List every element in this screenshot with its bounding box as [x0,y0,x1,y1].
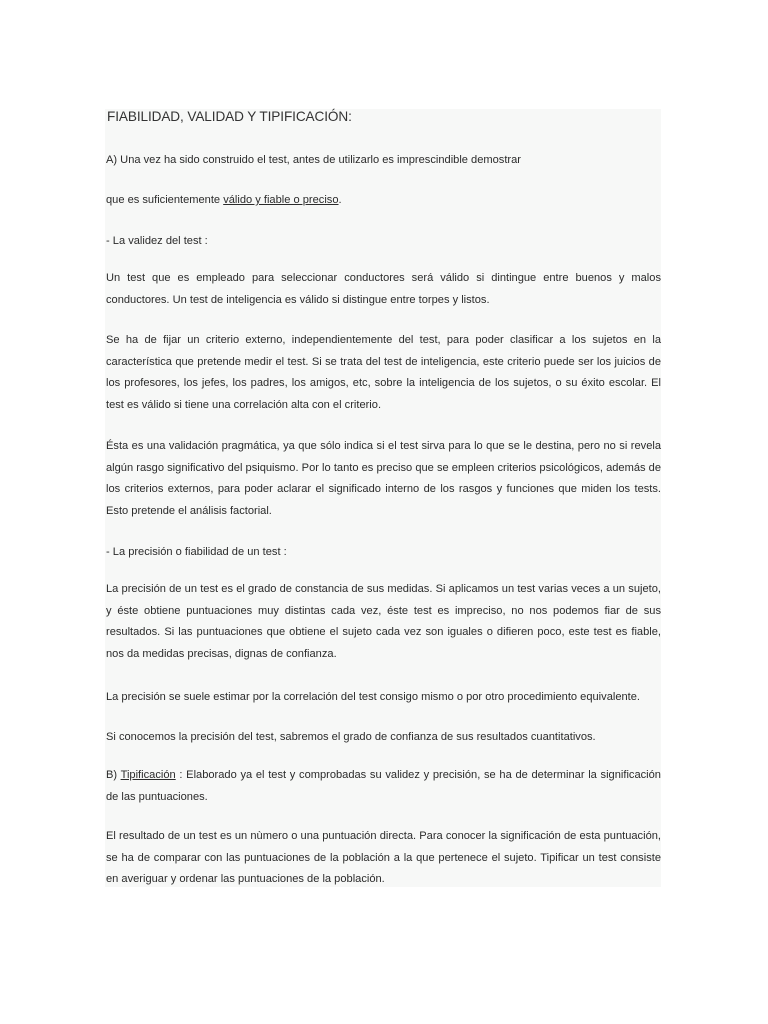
paragraph-b [106,765,661,808]
tipificacion-link[interactable]: Tipificación [120,769,176,781]
paragraph-a-period: . [338,194,342,206]
paragraph-b-text: : Elaborado ya el test y comprobadas su validez y precisión, se ha de determinar la significación de las puntuaciones. [106,769,661,803]
document-page [105,109,661,887]
paragraph-precision-1: La precisión de un test es el grado de constancia de sus medidas. Si aplicamos un test varias veces a un sujeto, y éste obtiene puntuaciones muy distintas cada vez, éste test es impreciso, no nos podemos fiar de sus resultados. Si las puntuaciones que obtiene el sujeto cada vez son iguales o difieren poco, este test es fiable, nos da medidas precisas, dignas de confianza. [106,583,661,660]
paragraph-validez-2: Se ha de fijar un criterio externo, independientemente del test, para poder clasificar a los sujetos en la característica que pretende medir el test. Si se trata del test de inteligencia, este criterio puede ser los juicios de los profesores, los jefes, los padres, los amigos, etc, sobre la inteligencia de los sujetos, o su éxito escolar. El test es válido si tiene una correlación alta con el criterio. [106,334,661,411]
paragraph-precision-3: Si conocemos la precisión del test, sabremos el grado de confianza de sus resultados cuantitativos. [106,731,596,743]
paragraph-a-line-2 [106,193,342,207]
paragraph-a-text: que es suficientemente [106,194,224,206]
paragraph-tipificacion: El resultado de un test es un nùmero o una puntuación directa. Para conocer la significación de esta puntuación, se ha de comparar con las puntuaciones de la población a la que pertenece el sujeto. Tipificar un test consiste en averiguar y ordenar las puntuaciones de la población. [106,830,661,886]
heading-validez: - La validez del test : [106,235,208,247]
document-title: FIABILIDAD, VALIDAD Y TIPIFICACIÓN: [107,109,352,124]
paragraph-a-line-1: A) Una vez ha sido construido el test, antes de utilizarlo es imprescindible demostrar [106,154,521,166]
paragraph-b-prefix: B) [106,769,121,781]
heading-precision: - La precisión o fiabilidad de un test : [106,546,287,558]
paragraph-validez-3: Ésta es una validación pragmática, ya que sólo indica si el test sirva para lo que se le destina, pero no si revela algún rasgo significativo del psiquismo. Por lo tanto es preciso que se empleen criterios psicológicos, además de los criterios externos, para poder aclarar el significado interno de los rasgos y funciones que miden los tests. Esto pretende el análisis factorial. [106,440,661,517]
valido-fiable-link[interactable]: válido y fiable o preciso [223,194,339,206]
paragraph-precision-2: La precisión se suele estimar por la correlación del test consigo mismo o por otro procedimiento equivalente. [106,691,641,703]
paragraph-validez-1: Un test que es empleado para seleccionar conductores será válido si dintingue entre buenos y malos conductores. Un test de inteligencia es válido si distingue entre torpes y listos. [106,272,661,306]
